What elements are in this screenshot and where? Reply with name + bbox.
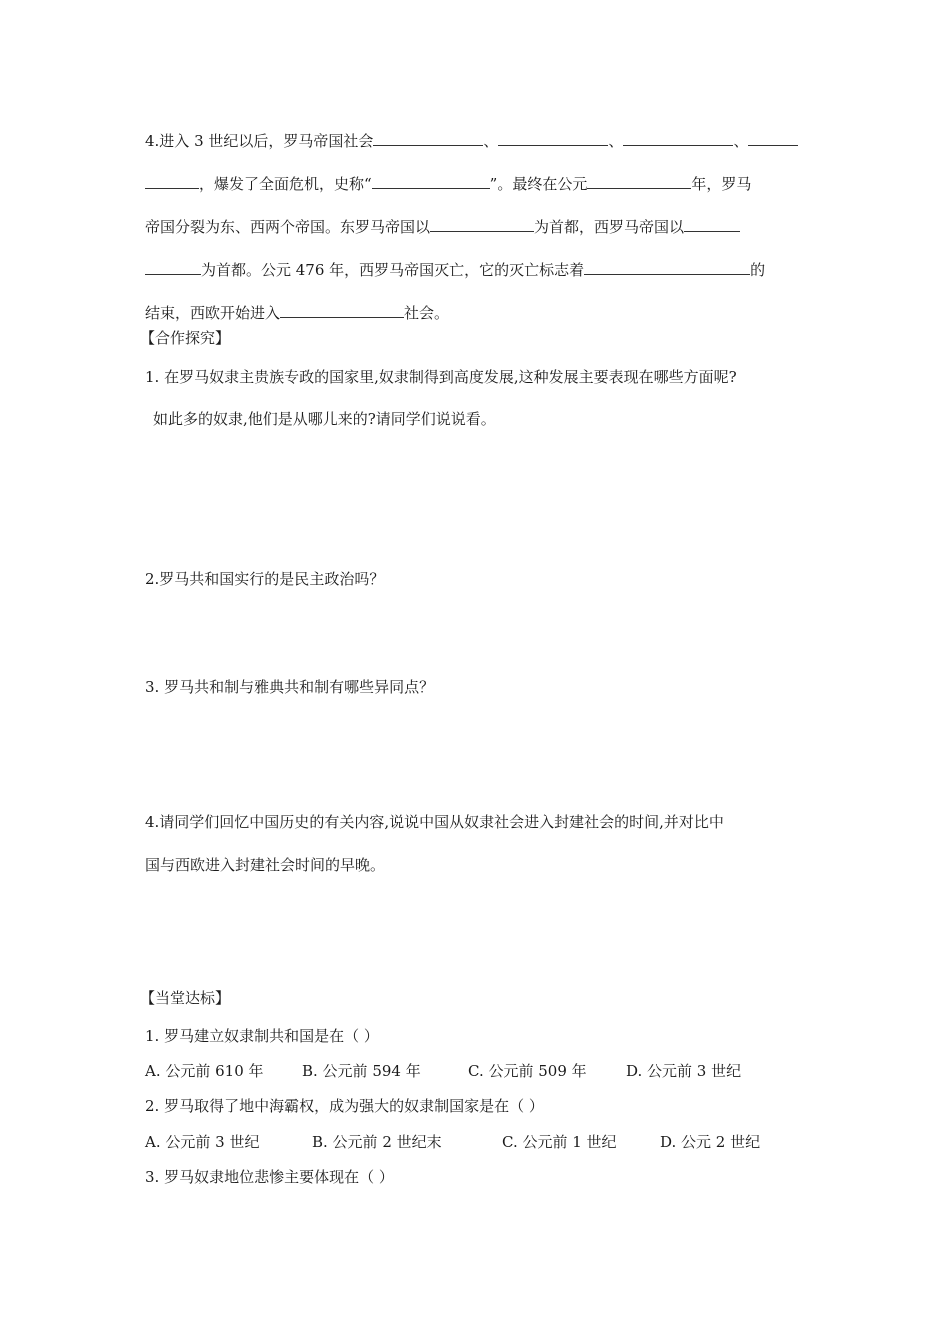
answer-blank[interactable] [145, 173, 199, 189]
fill-text: 年，罗马 [691, 175, 752, 193]
fill-line-1 [145, 130, 798, 151]
fill-line-2 [145, 173, 751, 194]
quiz-option-c[interactable]: C. 公元前 509 年 [468, 1062, 587, 1080]
fill-text: 为首都，西罗马帝国以 [534, 218, 685, 236]
explore-question-2: 2.罗马共和国实行的是民主政治吗？ [145, 570, 385, 588]
answer-blank[interactable] [373, 130, 483, 146]
fill-text: 、 [608, 132, 624, 150]
answer-blank[interactable] [623, 130, 733, 146]
fill-line-3 [145, 216, 740, 237]
fill-text: ”。最终在公元 [489, 175, 588, 193]
answer-blank[interactable] [430, 216, 534, 232]
answer-blank[interactable] [498, 130, 608, 146]
fill-text: 、 [733, 132, 749, 150]
answer-blank[interactable] [372, 173, 490, 189]
quiz-question-3: 3. 罗马奴隶地位悲惨主要体现在（ ） [145, 1168, 394, 1186]
fill-text: 社会。 [404, 304, 450, 322]
answer-blank[interactable] [587, 173, 691, 189]
quiz-option-a[interactable]: A. 公元前 3 世纪 [145, 1133, 260, 1151]
quiz-option-a[interactable]: A. 公元前 610 年 [145, 1062, 264, 1080]
explore-question-1: 1. 在罗马奴隶主贵族专政的国家里,奴隶制得到高度发展,这种发展主要表现在哪些方面呢? [145, 368, 737, 386]
fill-text: 为首都。公元 476 年，西罗马帝国灭亡，它的灭亡标志着 [201, 261, 585, 279]
quiz-option-d[interactable]: D. 公元前 3 世纪 [626, 1062, 742, 1080]
quiz-option-b[interactable]: B. 公元前 2 世纪末 [312, 1133, 442, 1151]
fill-text: 帝国分裂为东、西两个帝国。东罗马帝国以 [145, 218, 431, 236]
quiz-heading: 【当堂达标】 [140, 989, 231, 1007]
fill-text: 的 [750, 261, 766, 279]
fill-line-4 [145, 259, 765, 280]
fill-text: ，爆发了全面危机，史称“ [199, 175, 372, 193]
explore-question-4: 4.请同学们回忆中国历史的有关内容,说说中国从奴隶社会进入封建社会的时间,并对比中 [145, 813, 724, 831]
fill-line-5 [145, 302, 449, 323]
explore-heading: 【合作探究】 [140, 329, 231, 347]
fill-text: 4.进入 3 世纪以后，罗马帝国社会 [145, 132, 374, 150]
quiz-option-c[interactable]: C. 公元前 1 世纪 [502, 1133, 617, 1151]
answer-blank[interactable] [584, 259, 750, 275]
quiz-question-2: 2. 罗马取得了地中海霸权，成为强大的奴隶制国家是在（ ） [145, 1097, 544, 1115]
fill-text: 结束，西欧开始进入 [145, 304, 281, 322]
quiz-option-d[interactable]: D. 公元 2 世纪 [660, 1133, 761, 1151]
answer-blank[interactable] [145, 259, 201, 275]
explore-question-1-cont: 如此多的奴隶,他们是从哪儿来的?请同学们说说看。 [153, 410, 496, 428]
quiz-question-1: 1. 罗马建立奴隶制共和国是在（ ） [145, 1027, 379, 1045]
explore-question-3: 3. 罗马共和制与雅典共和制有哪些异同点？ [145, 678, 435, 696]
answer-blank[interactable] [748, 130, 798, 146]
quiz-option-b[interactable]: B. 公元前 594 年 [302, 1062, 421, 1080]
fill-text: 、 [483, 132, 499, 150]
answer-blank[interactable] [280, 302, 404, 318]
explore-question-4-cont: 国与西欧进入封建社会时间的早晚。 [145, 856, 386, 874]
answer-blank[interactable] [684, 216, 740, 232]
